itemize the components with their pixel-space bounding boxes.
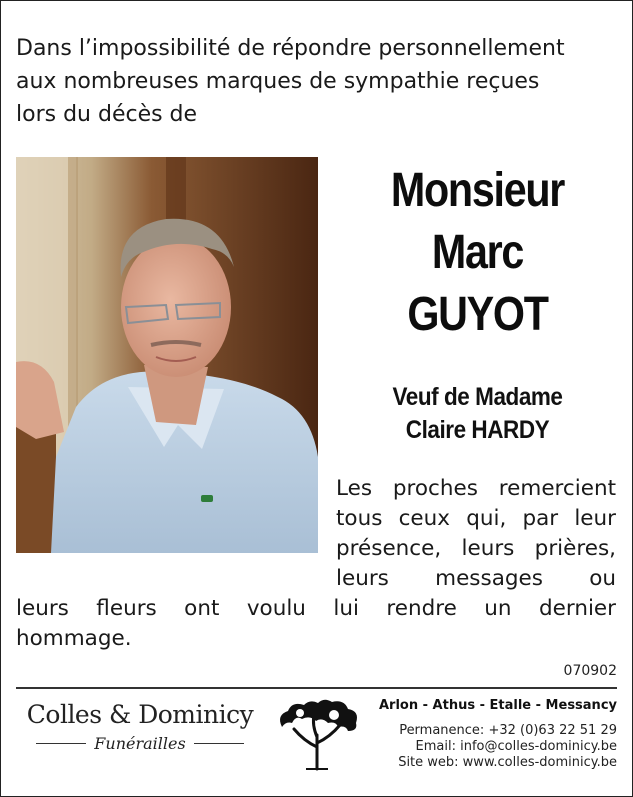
divider — [16, 687, 617, 689]
funeral-home-subtitle: Funérailles — [94, 734, 186, 753]
thanks-line: leurs messages ou — [336, 566, 616, 591]
intro-line: Dans l’impossibilité de répondre personnellement — [16, 36, 565, 61]
spouse-info — [345, 381, 611, 447]
first-name: Marc — [431, 226, 524, 279]
divider — [194, 743, 244, 744]
phone: Permanence: +32 (0)63 22 51 29 — [399, 723, 617, 738]
thanks-line: Les proches remercient — [336, 476, 616, 501]
deceased-name — [330, 160, 625, 346]
funeral-home-logo — [16, 698, 264, 753]
last-name: GUYOT — [407, 288, 548, 341]
honorific: Monsieur — [390, 164, 565, 217]
divider — [36, 743, 86, 744]
thanks-text-full — [16, 594, 616, 654]
intro-line: aux nombreuses marques de sympathie reçues — [16, 69, 540, 94]
funeral-home-contact — [357, 697, 617, 771]
funeral-home-name: Colles & Dominicy — [26, 700, 254, 729]
tree-icon — [272, 697, 362, 772]
thanks-line: présence, leurs prières, — [336, 536, 616, 561]
thanks-text-right — [336, 474, 616, 594]
thanks-line: tous ceux qui, par leur — [336, 506, 616, 531]
email: Email: info@colles-dominicy.be — [415, 739, 617, 754]
reference-number: 070902 — [563, 663, 617, 679]
website: Site web: www.colles-dominicy.be — [398, 755, 617, 770]
towns: Arlon - Athus - Etalle - Messancy — [378, 698, 617, 713]
thanks-line: hommage. — [16, 626, 132, 651]
spouse-line: Claire HARDY — [405, 416, 550, 444]
intro-text — [16, 32, 616, 131]
portrait-photo — [16, 157, 318, 553]
spouse-line: Veuf de Madame — [392, 383, 563, 411]
thanks-line: leurs fleurs ont voulu lui rendre un dernier — [16, 596, 616, 621]
intro-line: lors du décès de — [16, 102, 198, 127]
